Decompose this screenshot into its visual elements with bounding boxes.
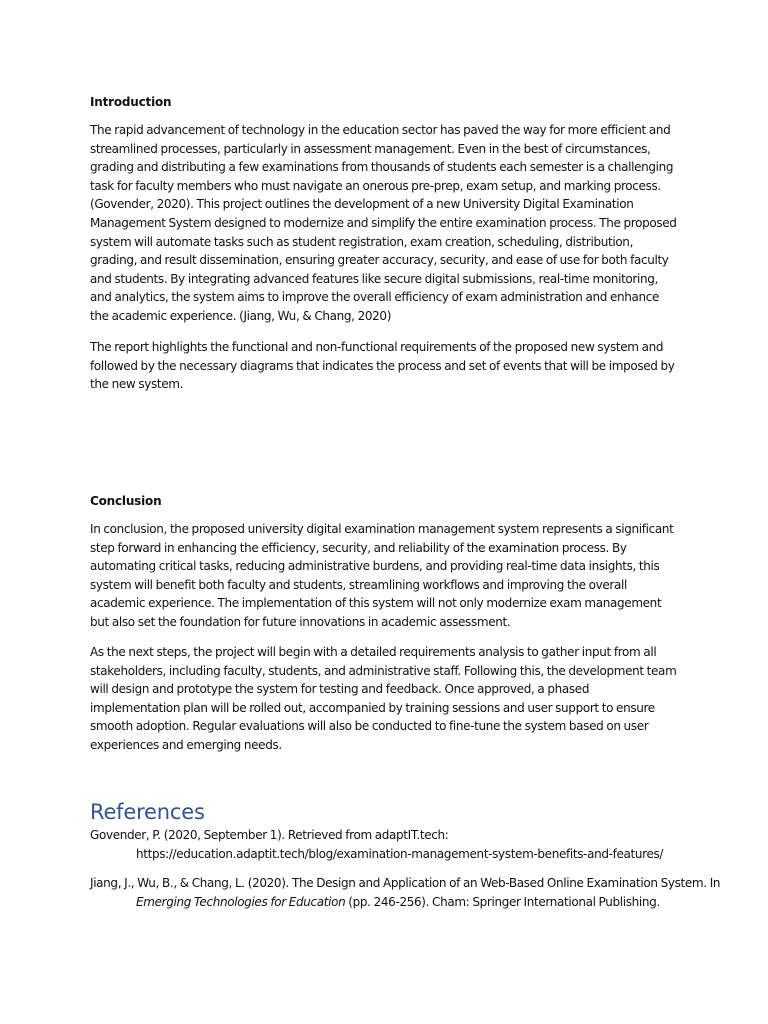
introduction-paragraph-1: The rapid advancement of technology in the education sector has paved the way for more efficient and streamlined processes, particularly in assessment management. Even in the best of circumstances, grading and distributing a few examinations from thousands of students each semester is a challenging task for faculty members who must navigate an onerous pre-prep, exam setup, and marking process. (Govender, 2020). This project outlines the development of a new University Digital Examination Management System designed to modernize and simplify the entire examination process. The proposed system will automate tasks such as student registration, exam creation, scheduling, distribution, grading, and result dissemination, ensuring greater accuracy, security, and ease of use for both faculty and students. By integrating advanced features like secure digital submissions, real-time monitoring, and analytics, the system aims to improve the overall efficiency of exam administration and enhance the academic experience. (Jiang, Wu, & Chang, 2020) bbox=[90, 123, 677, 323]
reference-text: Jiang, J., Wu, B., & Chang, L. (2020). The Design and Application of an Web-Based Online Examination System. In bbox=[90, 876, 721, 890]
reference-text: Govender, P. (2020, September 1). Retrieved from adaptIT.tech: https://education.adaptit.tech/blog/examination-management-system-benefits-and-features/ bbox=[90, 828, 664, 861]
conclusion-heading: Conclusion bbox=[90, 494, 162, 508]
reference-item-jiang bbox=[90, 874, 726, 911]
reference-text-tail: (pp. 246-256). Cham: Springer International Publishing. bbox=[345, 894, 660, 909]
reference-book-title: Emerging Technologies for Education bbox=[136, 894, 346, 909]
conclusion-paragraph-2: As the next steps, the project will begin with a detailed requirements analysis to gather input from all stakeholders, including faculty, students, and administrative staff. Following this, the development team will design and prototype the system for testing and feedback. Once approved, a phased implementation plan will be rolled out, accompanied by training sessions and user support to ensure smooth adoption. Regular evaluations will also be conducted to fine-tune the system based on user experiences and emerging needs. bbox=[90, 645, 677, 752]
reference-item-govender bbox=[90, 826, 726, 863]
introduction-paragraph-2: The report highlights the functional and non-functional requirements of the proposed new system and followed by the necessary diagrams that indicates the process and set of events that will be imposed by the new system. bbox=[90, 340, 675, 392]
introduction-heading: Introduction bbox=[90, 95, 172, 109]
conclusion-paragraph-1: In conclusion, the proposed university digital examination management system represents a significant step forward in enhancing the efficiency, security, and reliability of the examination process. By automating critical tasks, reducing administrative burdens, and providing real-time data insights, this system will benefit both faculty and students, streamlining workflows and improving the overall academic experience. The implementation of this system will not only modernize exam management but also set the foundation for future innovations in academic assessment. bbox=[90, 522, 674, 629]
references-heading: References bbox=[90, 800, 205, 824]
